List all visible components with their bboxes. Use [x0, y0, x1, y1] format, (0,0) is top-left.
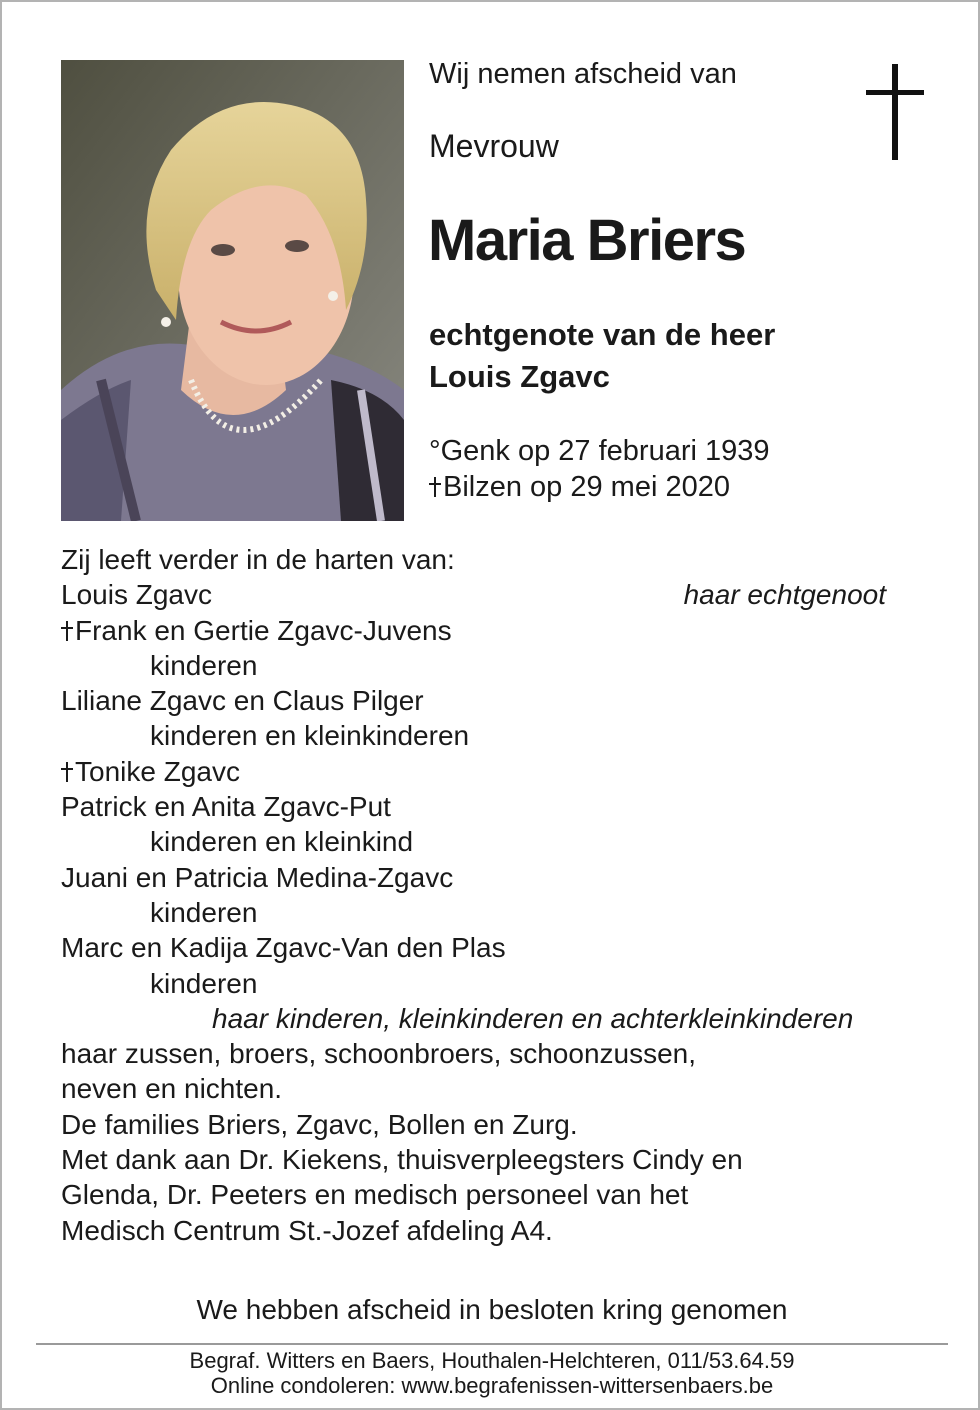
family-intro: Zij leeft verder in de harten van:: [61, 544, 455, 575]
siblings-line-2: neven en nichten.: [61, 1073, 283, 1105]
intro-text: Wij nemen afscheid van: [429, 58, 737, 90]
small-cross-icon: [61, 619, 73, 643]
list-item: Tonike Zgavc: [61, 754, 941, 789]
husband-name: Louis Zgavc: [61, 579, 212, 611]
death-info-text: Bilzen op 29 mei 2020: [443, 471, 730, 503]
family-list: [61, 542, 941, 1248]
list-item-role: kinderen: [150, 649, 258, 681]
deceased-name: Maria Briers: [428, 208, 746, 273]
list-item: Patrick en Anita Zgavc-Put: [61, 791, 391, 823]
undertaker-info: Begraf. Witters en Baers, Houthalen-Helchteren, 011/53.64.59: [189, 1348, 795, 1373]
list-item: Frank en Gertie Zgavc-Juvens: [61, 613, 941, 648]
title-prefix: Mevrouw: [429, 128, 559, 164]
thanks-line-3: Medisch Centrum St.-Jozef afdeling A4.: [61, 1214, 553, 1246]
thanks-line-2: Glenda, Dr. Peeters en medisch personeel van het: [61, 1179, 689, 1211]
list-item-role: kinderen en kleinkinderen: [150, 720, 470, 752]
list-item-role: kinderen: [150, 896, 258, 928]
closing-statement: We hebben afscheid in besloten kring genomen: [196, 1294, 788, 1325]
portrait-illustration: [61, 60, 404, 521]
divider: [36, 1343, 948, 1345]
grandchildren-line: haar kinderen, kleinkinderen en achterkleinkinderen: [212, 1002, 854, 1034]
list-item: Liliane Zgavc en Claus Pilger: [61, 685, 424, 717]
spouse-line-2: Louis Zgavc: [429, 359, 610, 394]
siblings-line-1: haar zussen, broers, schoonbroers, schoonzussen,: [61, 1038, 697, 1070]
birth-info: °Genk op 27 februari 1939: [429, 435, 770, 467]
small-cross-icon: [429, 475, 441, 499]
family-row-husband: [61, 577, 941, 612]
families-line: De families Briers, Zgavc, Bollen en Zurg.: [61, 1108, 578, 1140]
death-info: [429, 470, 730, 505]
portrait-photo: [61, 60, 404, 521]
small-cross-icon: [61, 760, 73, 784]
thanks-line-1: Met dank aan Dr. Kiekens, thuisverpleegsters Cindy en: [61, 1144, 743, 1176]
condolence-link[interactable]: Online condoleren: www.begrafenissen-wittersenbaers.be: [210, 1373, 774, 1398]
list-item-role: kinderen: [150, 967, 258, 999]
spouse-line-1: echtgenote van de heer: [429, 317, 776, 352]
list-item-role: kinderen en kleinkind: [150, 826, 414, 858]
list-item: Marc en Kadija Zgavc-Van den Plas: [61, 932, 506, 964]
list-item: Juani en Patricia Medina-Zgavc: [61, 861, 454, 893]
cross-icon: [866, 64, 924, 162]
husband-role: haar echtgenoot: [683, 579, 886, 611]
